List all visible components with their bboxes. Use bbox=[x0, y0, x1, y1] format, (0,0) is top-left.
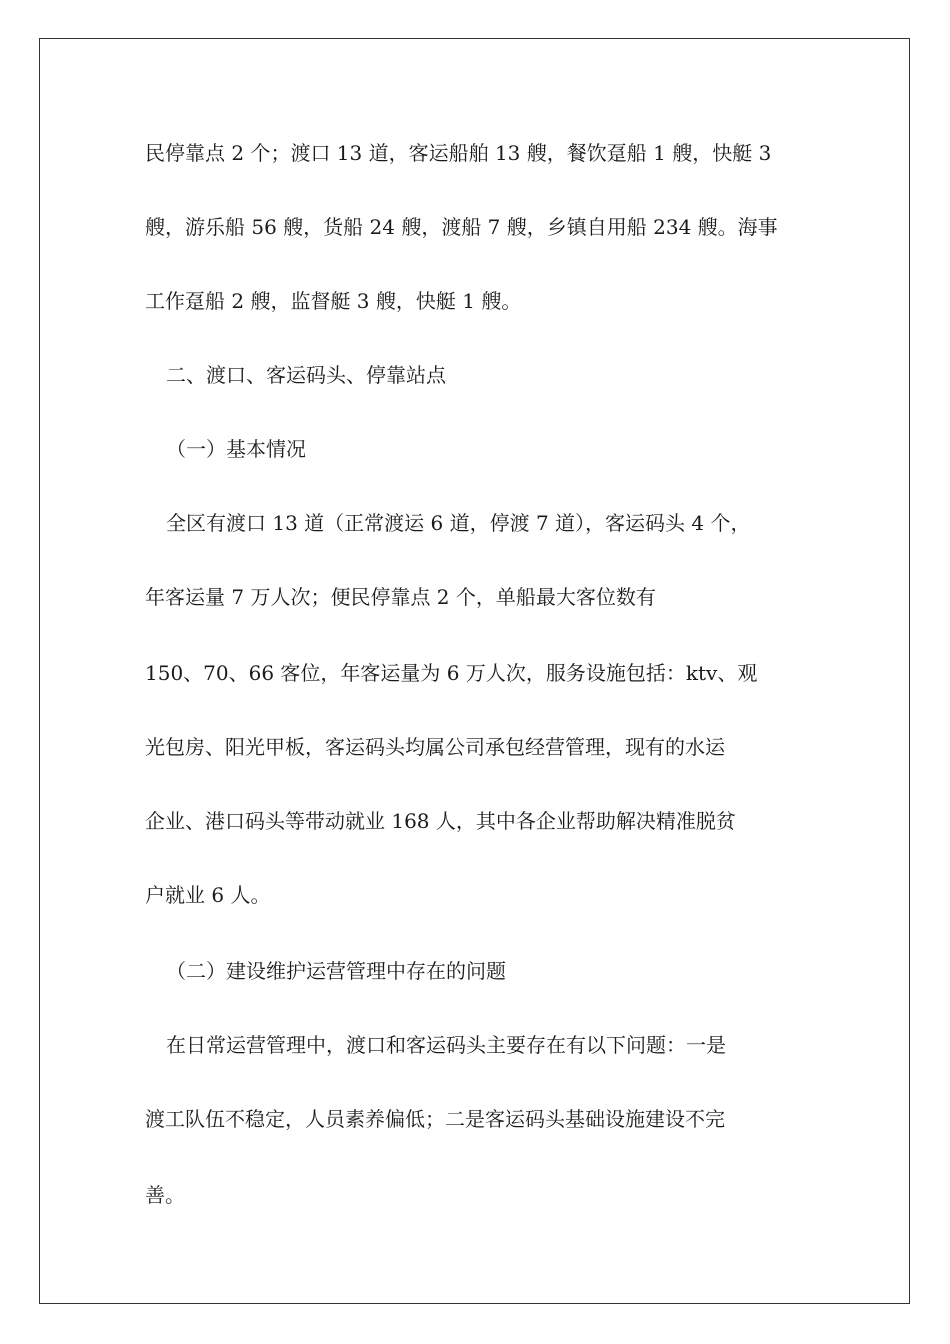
paragraph-line: 工作趸船 2 艘，监督艇 3 艘，快艇 1 艘。 bbox=[145, 289, 522, 313]
paragraph-line: 善。 bbox=[145, 1183, 185, 1207]
paragraph-line: 150、70、66 客位，年客运量为 6 万人次，服务设施包括：ktv、观 bbox=[145, 661, 758, 685]
paragraph-line: 民停靠点 2 个；渡口 13 道，客运船舶 13 艘，餐饮趸船 1 艘，快艇 3 bbox=[145, 141, 772, 165]
section-heading: 二、渡口、客运码头、停靠站点 bbox=[166, 363, 446, 387]
paragraph-line: 光包房、阳光甲板，客运码头均属公司承包经营管理，现有的水运 bbox=[145, 735, 725, 759]
paragraph-line: 企业、港口码头等带动就业 168 人，其中各企业帮助解决精准脱贫 bbox=[145, 809, 736, 833]
paragraph-line: 渡工队伍不稳定，人员素养偏低；二是客运码头基础设施建设不完 bbox=[145, 1107, 725, 1131]
paragraph-line: 在日常运营管理中，渡口和客运码头主要存在有以下问题：一是 bbox=[166, 1033, 726, 1057]
paragraph-line: 户就业 6 人。 bbox=[145, 883, 271, 907]
paragraph-line: 年客运量 7 万人次；便民停靠点 2 个，单船最大客位数有 bbox=[145, 585, 656, 609]
paragraph-line: 全区有渡口 13 道（正常渡运 6 道，停渡 7 道），客运码头 4 个， bbox=[166, 511, 751, 535]
subsection-heading: （一）基本情况 bbox=[166, 437, 306, 461]
subsection-heading: （二）建设维护运营管理中存在的问题 bbox=[166, 959, 506, 983]
paragraph-line: 艘，游乐船 56 艘，货船 24 艘，渡船 7 艘，乡镇自用船 234 艘。海事 bbox=[145, 215, 778, 239]
